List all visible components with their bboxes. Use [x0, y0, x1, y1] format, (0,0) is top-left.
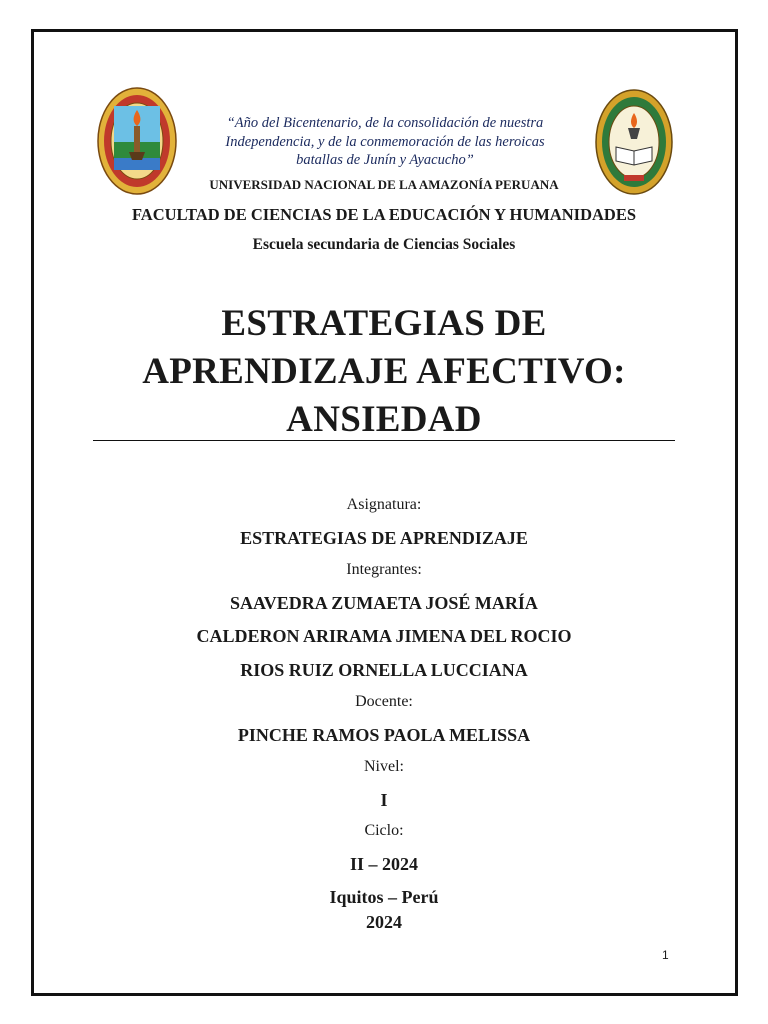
commemorative-motto [200, 114, 570, 170]
subject-value: ESTRATEGIAS DE APRENDIZAJE [240, 528, 528, 548]
subject-label: Asignatura: [346, 496, 422, 513]
cycle-label: Ciclo: [364, 822, 404, 839]
university-name: UNIVERSIDAD NACIONAL DE LA AMAZONÍA PERUANA [209, 177, 559, 192]
faculty-name: FACULTAD DE CIENCIAS DE LA EDUCACIÓN Y HUMANIDADES [131, 205, 637, 224]
motto-line: Independencia, y de la conmemoración de las heroicas [225, 133, 545, 150]
title-line: APRENDIZAJE AFECTIVO: [142, 351, 626, 392]
motto-line: batallas de Junín y Ayacucho” [296, 152, 474, 168]
level-value: I [380, 790, 388, 810]
title-line: ESTRATEGIAS DE [221, 303, 547, 344]
member-name: CALDERON ARIRAMA JIMENA DEL ROCIO [196, 626, 572, 646]
teacher-label: Docente: [355, 693, 413, 710]
member-name: RIOS RUIZ ORNELLA LUCCIANA [240, 660, 528, 680]
member-name: SAAVEDRA ZUMAETA JOSÉ MARÍA [230, 593, 538, 613]
page-number: 1 [662, 948, 669, 962]
level-label: Nivel: [364, 758, 404, 775]
motto-line: “Año del Bicentenario, de la consolidación de nuestra [226, 115, 544, 131]
school-name: Escuela secundaria de Ciencias Sociales [252, 236, 516, 253]
year: 2024 [366, 912, 402, 932]
teacher-name: PINCHE RAMOS PAOLA MELISSA [237, 725, 531, 745]
title-line: ANSIEDAD [286, 399, 482, 440]
members-label: Integrantes: [346, 561, 422, 578]
title-divider [93, 440, 675, 441]
cycle-value: II – 2024 [349, 854, 418, 874]
place: Iquitos – Perú [329, 887, 439, 907]
document-title [0, 300, 768, 444]
